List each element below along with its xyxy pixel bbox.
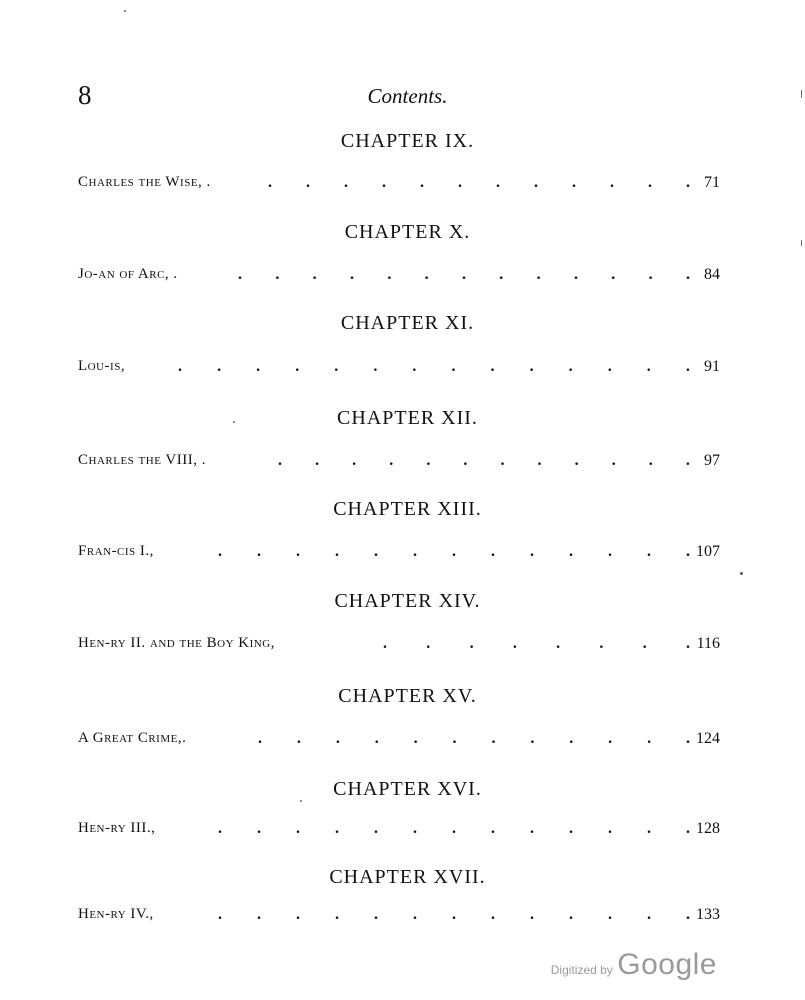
toc-entry xyxy=(78,906,720,932)
entry-page-number: 97 xyxy=(704,452,720,469)
chapter-heading: CHAPTER XVI. xyxy=(333,778,482,800)
entry-title: A Great Crime,. xyxy=(78,730,190,747)
chapter-heading: CHAPTER XIII. xyxy=(333,498,482,520)
toc-entry xyxy=(78,730,720,756)
entry-title: Fran-cis I., xyxy=(78,543,158,560)
dot-leader: . . . . . . . . . . . . . xyxy=(238,266,690,283)
scan-speck xyxy=(124,10,126,12)
entry-page-number: 116 xyxy=(696,635,720,652)
entry-title: Charles the Wise, . xyxy=(78,174,215,191)
google-logo: Google xyxy=(617,948,717,981)
entry-title: Lou-is, xyxy=(78,358,129,375)
chapter-heading: CHAPTER IX. xyxy=(340,130,475,152)
toc-entry xyxy=(78,266,720,292)
entry-title: Jo-an of Arc, . xyxy=(78,266,182,283)
entry-page-number: 71 xyxy=(704,174,720,191)
entry-title: Hen-ry II. and the Boy King, xyxy=(78,635,279,652)
entry-page-number: 128 xyxy=(696,820,720,837)
page-number: 8 xyxy=(78,80,92,110)
entry-page-number: 133 xyxy=(696,906,720,923)
scan-speck xyxy=(300,800,302,802)
dot-leader: . . . . . . . . . . . . xyxy=(268,174,690,191)
chapter-heading: CHAPTER X. xyxy=(344,221,471,243)
chapter-heading: CHAPTER XII. xyxy=(337,407,478,429)
entry-title: Charles the VIII, . xyxy=(78,452,210,469)
toc-entry xyxy=(78,452,720,478)
chapter-heading: CHAPTER XV. xyxy=(338,685,477,707)
scan-speck xyxy=(801,90,802,98)
chapter-heading: CHAPTER XIV. xyxy=(334,590,481,612)
watermark-prefix: Digitized by xyxy=(550,963,613,977)
toc-entry xyxy=(78,820,720,846)
chapter-heading: CHAPTER XI. xyxy=(340,312,475,334)
running-title: Contents. xyxy=(367,84,448,108)
toc-entry xyxy=(78,174,720,200)
entry-page-number: 84 xyxy=(704,266,720,283)
dot-leader: . . . . . . . . . . . . . xyxy=(218,543,690,560)
toc-entry xyxy=(78,358,720,384)
scan-speck xyxy=(801,240,802,246)
dot-leader: . . . . . . . . . . . . . . xyxy=(178,358,690,375)
chapter-heading: CHAPTER XVII. xyxy=(329,866,486,888)
scan-speck xyxy=(233,421,235,423)
entry-page-number: 107 xyxy=(696,543,720,560)
entry-title: Hen-ry IV., xyxy=(78,906,158,923)
dot-leader: . . . . . . . . . . . . xyxy=(258,730,690,747)
digitized-by-google-watermark xyxy=(551,948,717,982)
dot-leader: . . . . . . . . . . . . xyxy=(278,452,690,469)
entry-page-number: 91 xyxy=(704,358,720,375)
scan-speck xyxy=(740,572,743,575)
toc-entry xyxy=(78,543,720,569)
dot-leader: . . . . . . . . xyxy=(383,635,690,652)
entry-page-number: 124 xyxy=(696,730,720,747)
entry-title: Hen-ry III., xyxy=(78,820,159,837)
toc-entry xyxy=(78,635,720,661)
dot-leader: . . . . . . . . . . . . . xyxy=(218,820,690,837)
dot-leader: . . . . . . . . . . . . . xyxy=(218,906,690,923)
